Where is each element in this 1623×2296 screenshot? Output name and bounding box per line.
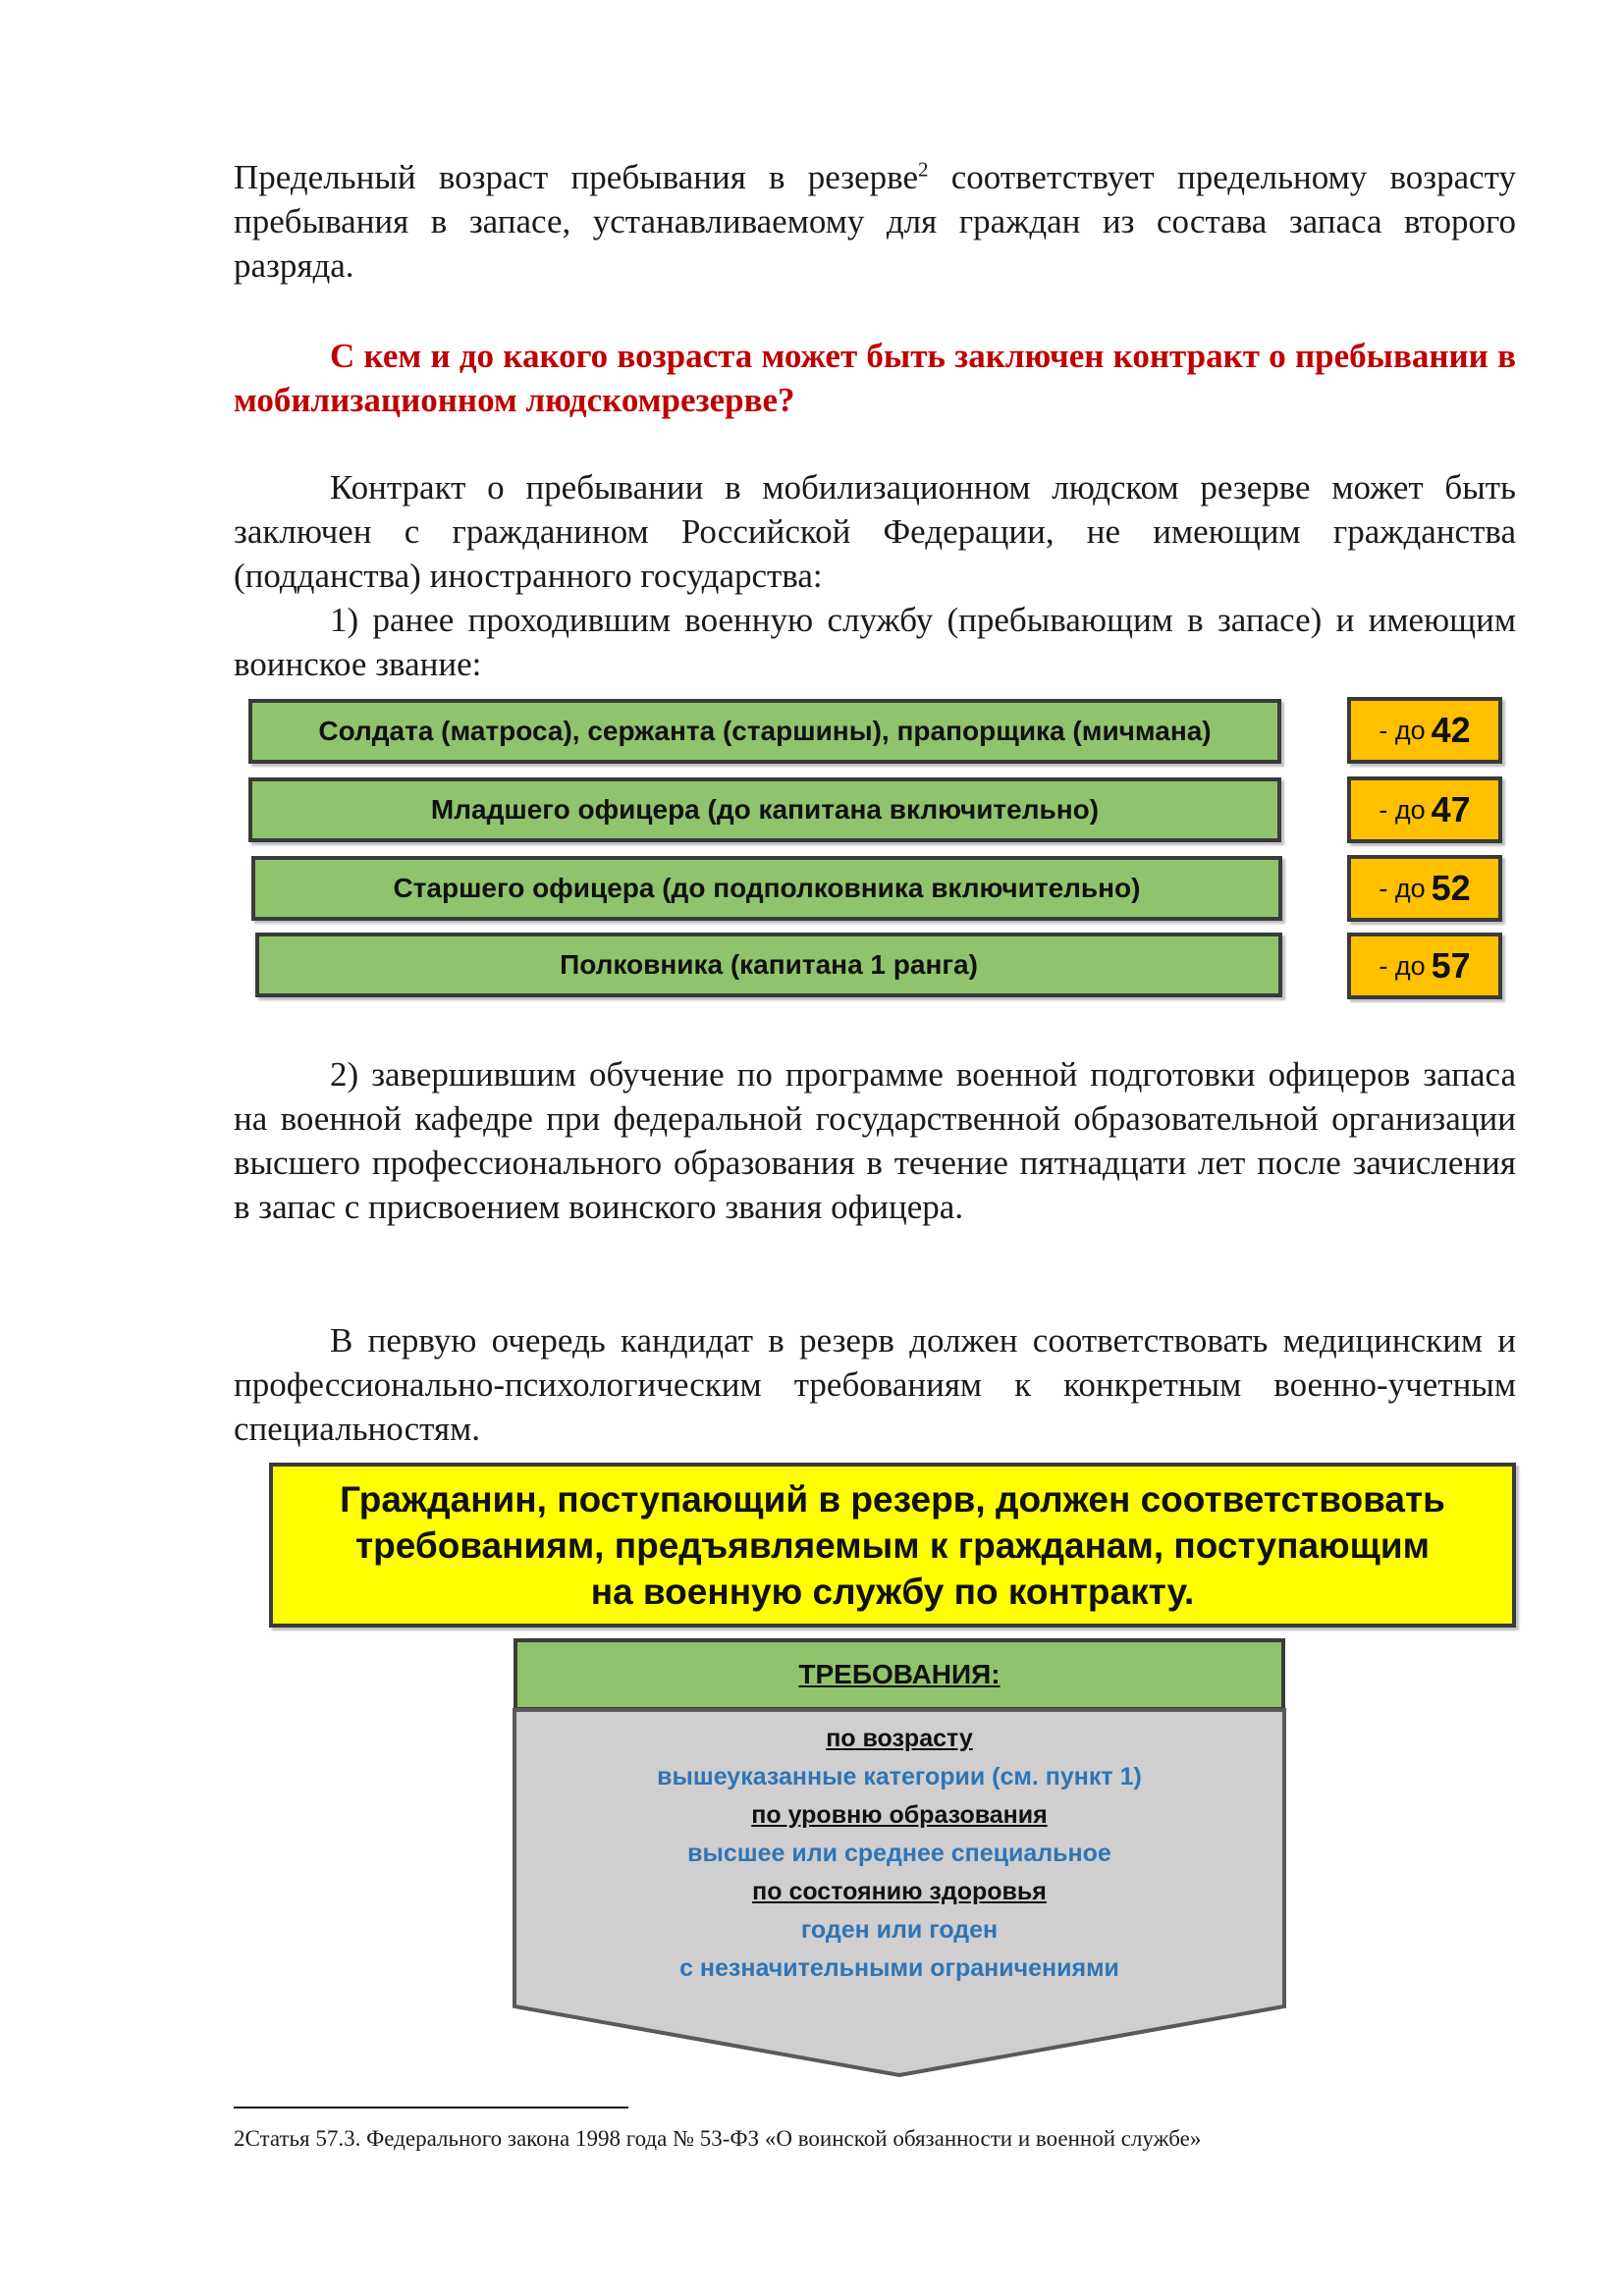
paragraph-reserve-age xyxy=(234,155,1516,288)
rank-row-senior-officer xyxy=(251,856,1282,921)
requirement-heading: по уровню образования xyxy=(751,1801,1048,1829)
paragraph-text-cont: соответствует предельному возрасту пребывания в запасе, устанавливаемому для граждан из состава запаса второго разряда. xyxy=(234,158,1517,285)
footnote-text: Статья 57.3. Федерального закона 1998 года № 53-ФЗ «О воинской обязанности и военной службе» xyxy=(244,2126,1202,2151)
callout-line: Гражданин, поступающий в резерв, должен соответствовать xyxy=(340,1478,1445,1520)
footnote-ref[interactable]: 2 xyxy=(918,157,929,182)
requirements-title: ТРЕБОВАНИЯ: xyxy=(514,1638,1285,1711)
rank-label: Солдата (матроса), сержанта (старшины), прапорщика (мичмана) xyxy=(318,716,1212,746)
rank-label: Полковника (капитана 1 ранга) xyxy=(560,949,978,980)
requirement-value: с незначительными ограничениями xyxy=(679,1954,1119,1982)
paragraph-text: Предельный возраст пребывания в резерве xyxy=(234,158,918,196)
requirement-heading: по возрасту xyxy=(826,1725,973,1752)
rank-row-junior-officer xyxy=(248,777,1281,842)
requirement-value: годен или годен xyxy=(800,1916,999,1944)
requirement-heading: по состоянию здоровья xyxy=(752,1878,1047,1905)
age-limit-badge: - до 47 xyxy=(1347,776,1502,843)
age-limit-badge: - до 52 xyxy=(1347,855,1502,922)
callout-line: на военную службу по контракту. xyxy=(590,1571,1195,1612)
footnote-mark: 2 xyxy=(234,2126,245,2151)
rank-row-colonel xyxy=(255,933,1282,997)
section-question-heading xyxy=(234,334,1516,422)
rank-row-soldier xyxy=(248,699,1281,764)
paragraph-military-department xyxy=(234,1052,1516,1229)
callout-line: требованиям, предъявляемым к гражданам, поступающим xyxy=(355,1524,1430,1566)
requirements-list xyxy=(550,1720,1249,1988)
list-item-2: 2) завершившим обучение по программе военной подготовки офицеров запаса на военной кафедре при федеральной государственной образовательной организации высшего профессионального образования в течение пятнадцати лет после зачисления в запас с присвоением воинского звания офицера. xyxy=(234,1055,1516,1226)
footnote xyxy=(234,2124,1516,2154)
requirement-value: высшее или среднее специальное xyxy=(687,1840,1111,1867)
age-limit-badge: - до 57 xyxy=(1347,933,1502,999)
requirement-value: вышеуказанные категории (см. пункт 1) xyxy=(657,1763,1142,1790)
footnote-divider xyxy=(234,2107,628,2109)
callout-contract-requirements xyxy=(269,1463,1516,1628)
rank-label: Старшего офицера (до подполковника включительно) xyxy=(393,873,1141,903)
question-text: С кем и до какого возраста может быть заключен контракт о пребывании в мобилизационном людскомрезерве? xyxy=(234,337,1516,419)
age-limit-badge: - до 42 xyxy=(1347,697,1502,764)
list-item-1: 1) ранее проходившим военную службу (пребывающим в запасе) и имеющим воинское звание: xyxy=(234,601,1516,683)
paragraph-contract xyxy=(234,465,1516,686)
paragraph-text: В первую очередь кандидат в резерв должен соответствовать медицинским и профессионально-психологическим требованиям к конкретным военно-учетным специальностям. xyxy=(234,1321,1516,1448)
paragraph-text: Контракт о пребывании в мобилизационном людском резерве может быть заключен с гражданином Российской Федерации, не имеющим гражданства (подданства) иностранного государства: xyxy=(234,468,1516,595)
rank-label: Младшего офицера (до капитана включительно) xyxy=(430,794,1100,825)
paragraph-candidate-requirements xyxy=(234,1318,1516,1451)
